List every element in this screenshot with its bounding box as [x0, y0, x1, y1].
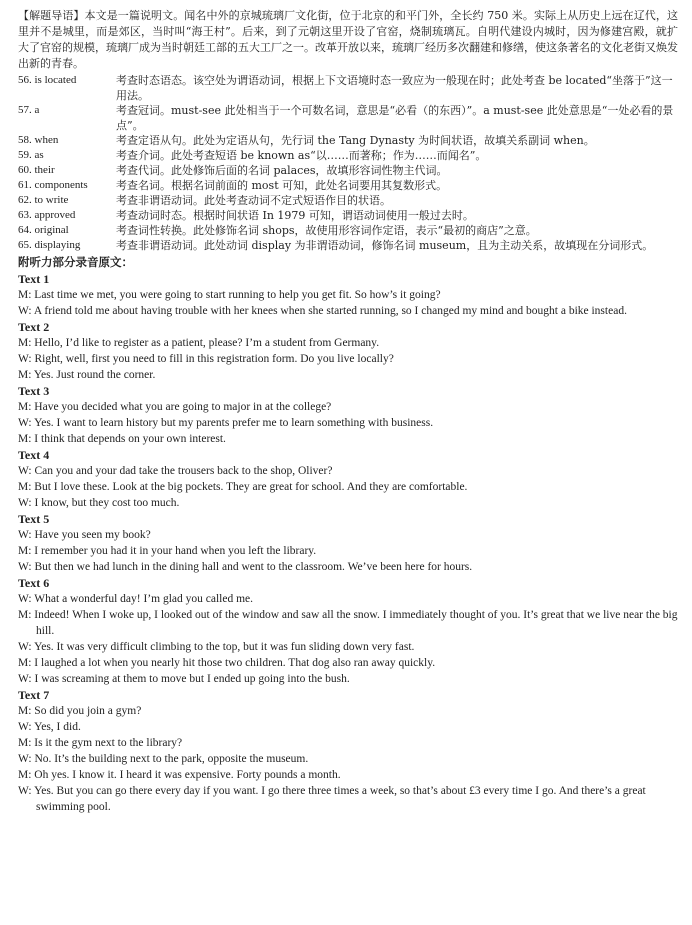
dialogue-line: W: No. It’s the building next to the park, opposite the museum. — [18, 753, 309, 765]
transcript-title: Text 2 — [18, 320, 50, 334]
answer-key: 63. approved — [18, 209, 76, 221]
dialogue-line: W: Yes. But you can go there every day if you want. I go there three times a week, so that’s about £3 every time I go. And there’s a great swimming pool. — [18, 785, 646, 813]
answer-row — [18, 223, 678, 238]
answer-row — [18, 133, 678, 148]
answer-row — [18, 178, 678, 193]
answer-explanation: 考查代词。此处修饰后面的名词 palaces，故填形容词性物主代词。 — [116, 164, 448, 177]
answer-key: 60. their — [18, 164, 55, 176]
answer-key: 57. a — [18, 104, 40, 116]
dialogue-line: M: But I love these. Look at the big pockets. They are great for school. And they are comfortable. — [18, 481, 468, 493]
answer-key: 62. to write — [18, 194, 69, 206]
answer-row — [18, 208, 678, 223]
answer-key: 65. displaying — [18, 239, 81, 251]
dialogue-line: W: A friend told me about having trouble with her knees when she started running, so I changed my mind and bought a bike instead. — [18, 305, 627, 317]
dialogue-line: M: Indeed! When I woke up, I looked out of the window and saw all the snow. I immediately thought of you. It’s great that we live near the big hill. — [18, 609, 678, 637]
listening-heading: 附听力部分录音原文： — [18, 255, 133, 269]
answer-explanation: 考查定语从句。此处为定语从句，先行词 the Tang Dynasty 为时间状语，故填关系副词 when。 — [116, 134, 595, 147]
intro-paragraph: 【解题导语】本文是一篇说明文。闻名中外的京城琉璃厂文化街，位于北京的和平门外，全长约 750 米。实际上从历史上远在辽代，这里并不是城里，而是郊区，当时叫“海王村”。后来，到了元朝这里开设了官窑，烧制琉璃瓦。自明代建设内城时，因为修建宫殿，就扩大了官窑的规模，琉璃厂成为当时朝廷工部的五大工厂之一。改革开放以来，琉璃厂经历多次翻建和修缮，使这条著名的文化老街又焕发出新的青春。 — [18, 9, 678, 70]
dialogue-line: M: Have you decided what you are going to major in at the college? — [18, 401, 332, 413]
dialogue-line: W: Yes, I did. — [18, 721, 81, 733]
transcript-title: Text 1 — [18, 272, 50, 286]
answer-key: 64. original — [18, 224, 69, 236]
answer-explanation: 考查非谓语动词。此处考查动词不定式短语作目的状语。 — [116, 194, 391, 207]
dialogue-line: M: Hello, I’d like to register as a patient, please? I’m a student from Germany. — [18, 337, 380, 349]
answer-key: 61. components — [18, 179, 88, 191]
dialogue-line: W: I was screaming at them to move but I ended up going into the bush. — [18, 673, 350, 685]
answer-key: 58. when — [18, 134, 59, 146]
dialogue-line: M: Is it the gym next to the library? — [18, 737, 183, 749]
answer-explanation: 考查名词。根据名词前面的 most 可知，此处名词要用其复数形式。 — [116, 179, 448, 192]
dialogue-line: W: Yes. I want to learn history but my parents prefer me to learn something with business. — [18, 417, 434, 429]
answer-row — [18, 193, 678, 208]
dialogue-line: M: So did you join a gym? — [18, 705, 142, 717]
dialogue-line: M: I remember you had it in your hand when you left the library. — [18, 545, 317, 557]
answer-explanation: 考查时态语态。该空处为谓语动词，根据上下文语境时态一致应为一般现在时；此处考查 be located“坐落于”这一用法。 — [116, 74, 673, 102]
answer-row — [18, 73, 678, 103]
dialogue-line: M: Oh yes. I know it. I heard it was expensive. Forty pounds a month. — [18, 769, 341, 781]
answer-explanation: 考查非谓语动词。此处动词 display 为非谓语动词，修饰名词 museum，且为主动关系，故填现在分词形式。 — [116, 239, 654, 252]
dialogue-line: M: Last time we met, you were going to start running to help you get fit. So how’s it going? — [18, 289, 441, 301]
answer-key: 56. is located — [18, 74, 77, 86]
transcript-title: Text 5 — [18, 512, 50, 526]
answer-key: 59. as — [18, 149, 44, 161]
dialogue-line: M: Yes. Just round the corner. — [18, 369, 156, 381]
answer-explanation: 考查词性转换。此处修饰名词 shops，故使用形容词作定语，表示“最初的商店”之意。 — [116, 224, 537, 237]
answer-row — [18, 238, 678, 253]
transcript-title: Text 4 — [18, 448, 50, 462]
transcript-list — [18, 271, 678, 815]
dialogue-line: W: What a wonderful day! I’m glad you called me. — [18, 593, 254, 605]
answer-explanation: 考查冠词。must-see 此处相当于一个可数名词，意思是“必看（的东西）”。a must-see 此处意思是“一处必看的景点”。 — [116, 104, 674, 132]
dialogue-line: W: I know, but they cost too much. — [18, 497, 180, 509]
transcript-title: Text 6 — [18, 576, 50, 590]
answer-explanation: 考查介词。此处考查短语 be known as“以……而著称；作为……而闻名”。 — [116, 149, 487, 162]
transcript-title: Text 7 — [18, 688, 50, 702]
answer-row — [18, 103, 678, 133]
dialogue-line: W: Yes. It was very difficult climbing to the top, but it was fun sliding down very fast. — [18, 641, 415, 653]
dialogue-line: M: I think that depends on your own interest. — [18, 433, 226, 445]
dialogue-line: W: Can you and your dad take the trousers back to the shop, Oliver? — [18, 465, 333, 477]
answer-row — [18, 163, 678, 178]
dialogue-line: W: But then we had lunch in the dining hall and went to the classroom. We’ve been here for hours. — [18, 561, 473, 573]
answer-key-page — [18, 8, 678, 815]
answer-list — [18, 73, 678, 253]
answer-explanation: 考查动词时态。根据时间状语 In 1979 可知，谓语动词使用一般过去时。 — [116, 209, 474, 222]
dialogue-line: W: Have you seen my book? — [18, 529, 151, 541]
transcript-title: Text 3 — [18, 384, 50, 398]
answer-row — [18, 148, 678, 163]
dialogue-line: W: Right, well, first you need to fill in this registration form. Do you live locally? — [18, 353, 394, 365]
dialogue-line: M: I laughed a lot when you nearly hit those two children. That dog also ran away quickly. — [18, 657, 436, 669]
